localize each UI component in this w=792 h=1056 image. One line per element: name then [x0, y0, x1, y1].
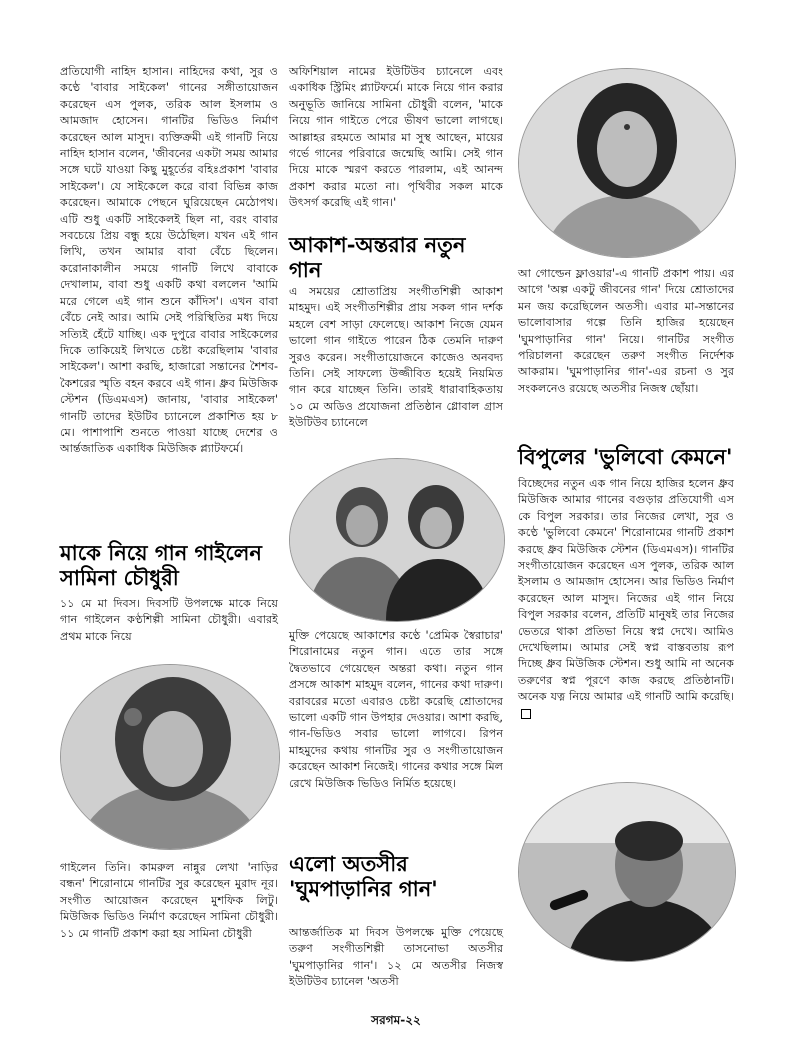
paragraph-nahid: প্রতিযোগী নাহিদ হাসান। নাহিদের কথা, সুর ও কণ্ঠে 'বাবার সাইকেল' গানের সঙ্গীতায়োজন করেছেন এস পুলক, তরিক আল ইসলাম ও আমজাদ হোসেন। গানটির ভিডিও নির্মাণ করেছেন আল মাসুদ। ব্যক্তিক্রমী এই গানটি নিয়ে নাহিদ হাসান বলেন, 'জীবনের একটা সময় আমার সঙ্গে ঘটে যাওয়া কিছু মুহূর্তের বহিঃপ্রকাশ 'বাবার সাইকেল'। যে সাইকেলে করে বাবা বিভিন্ন কাজ করেছেন। আমাকে পেছনে ঘুরিয়েছেন মেঠোপথ। এটি শুধু একটি সাইকেলই ছিল না, বরং বাবার সবচেয়ে প্রিয় বন্ধু হয়ে উঠেছিল। যখন এই গান লিখি, তখন আমার বাবা বেঁচে ছিলেন। করোনাকালীন সময়ে গানটি লিখে বাবাকে দেখালাম, বাবা শুধু একটি কথা বললেন 'আমি মরে গেলে এই গান শুনে কাঁদিস'। এখন বাবা বেঁচে নেই আর। আমি সেই পরিস্থিতির মধ্য দিয়ে সত্যিই হেঁটে যাচ্ছি। এক দুপুরে বাবার সাইকেলের দিকে তাকিয়েই লিখতে চেষ্টা করেছিলাম 'বাবার সাইকেল'। আশা করছি, হাজারো সন্তানের শৈশব-কৈশরের স্মৃতি বহন করবে এই গান। ধ্রুব মিউজিক স্টেশন (ডিএমএস) জানায়, 'বাবার সাইকেল' গানটি তাদের ইউটিব চ্যানেলে প্রকাশিত হয় ৮ মে। পাশাপাশি শুনতে পাওয়া যাচ্ছে দেশের ও আর্ন্তজাতিক একাধিক মিউজিক প্ল্যাটফর্মে।: [60, 65, 278, 456]
paragraph-biplob-text: বিচ্ছেদের নতুন এক গান নিয়ে হাজির হলেন ধ্রুব মিউজিক আমার গানের বগুড়ার প্রতিযোগী এস কে বিপুল সরকার। তার নিজের লেখা, সুর ও কণ্ঠে 'ভুলিবো কেমনে' শিরোনামের গানটি প্রকাশ করছে ধ্রুব মিউজিক স্টেশন (ডিএমএস)। গানটির সংগীতায়োজন করেছেন এস পুলক, তরিক আল ইসলাম ও আমজাদ হোসেন। আর ভিডিও নির্মাণ করেছেন আল মাসুদ। নিজের এই গান নিয়ে বিপুল সরকার বলেন, প্রতিটি মানুষই তার নিজের ভেতরে থাকা প্রতিভা নিয়ে স্বপ্ন দেখে। আমিও দেখেছিলাম। আমার সেই স্বপ্ন বাস্তবতায় রূপ দিচ্ছে ধ্রুব মিউজিক স্টেশন। শুধু আমি না অনেক তরুণের স্বপ্ন পূরণে কাজ করছে প্রতিষ্ঠানটি। অনেক যত্ন নিয়ে আমার এই গানটি আমি করেছি।: [518, 477, 734, 704]
paragraph-akash-cont: মুক্তি পেয়েছে আকাশের কণ্ঠে 'প্রেমিক স্বৈরাচার' শিরোনামের নতুন গান। এতে তার সঙ্গে দ্বৈতভাবে গেয়েছেন অন্তরা কথা। নতুন গান প্রসঙ্গে আকাশ মাহমুদ বলেন, গানের কথা দারুণ। বরাবরের মতো এবারও চেষ্টা করেছি শ্রোতাদের ভালো একটি গান উপহার দেওয়ার। আশা করছি, গান-ভিডিও সবার ভালো লাগবে। রিপন মাহমুদের কথায় গানটির সুর ও সংগীতায়োজন করেছেন আকাশ নিজেই। গানের কথার সঙ্গে মিল রেখে মিউজিক ভিডিও নির্মিত হয়েছে।: [289, 629, 503, 790]
headline-biplob: বিপুলের 'ভুলিবো কেমনে': [518, 444, 733, 469]
end-mark-icon: [521, 709, 531, 719]
portrait-woman-illustration: [519, 69, 735, 257]
article-samina-quote: [289, 64, 503, 212]
photo-samina-chowdhury: [60, 664, 280, 850]
article-samina-cont: [60, 860, 278, 942]
paragraph-samina-quote: অফিশিয়াল নামের ইউটিউব চ্যানেলে এবং একাধিক স্ট্রিমিং প্ল্যাটফর্মে। মাকে নিয়ে গান করার অনুভূতি জানিয়ে সামিনা চৌধুরী বলেন, 'মাকে নিয়ে গান গাইতে পেরে ভীষণ ভালো লাগছে। আল্লাহর রহমতে আমার মা সুস্থ আছেন, মায়ের গর্ভে গানের পরিবারে জন্মেছি আমি। সেই গান দিয়ে মাকে স্মরণ করতে পারলাম, এই আনন্দ প্রকাশ করার মতো না। পৃথিবীর সকল মাকে উৎসর্গ করেছি এই গান।': [289, 65, 503, 210]
portrait-woman-illustration: [61, 665, 279, 849]
paragraph-biplob: [518, 476, 734, 722]
photo-biplob-sarkar: [518, 782, 736, 962]
article-akash-cont: [289, 628, 503, 792]
headline-akash: আকাশ-অন্তরার নতুন গান: [289, 232, 466, 282]
article-biplob: [518, 476, 734, 722]
photo-akash-antora: [289, 458, 505, 622]
portrait-man-microphone-illustration: [519, 783, 735, 961]
article-nahid-continued: [60, 64, 278, 458]
headline-samina: মাকে নিয়ে গান গাইলেন সামিনা চৌধুরী: [60, 540, 262, 590]
photo-otosi: [518, 68, 736, 258]
paragraph-otosi-cont: আ গোল্ডেন ফ্লাওয়ার'-এ গানটি প্রকাশ পায়। এর আগে 'অল্প একটু জীবনের গান' দিয়ে শ্রোতাদের মন জয় করেছিলেন অতসী। এবার মা-সন্তানের ভালোবাসার গল্পে তিনি হাজির হয়েছেন 'ঘুমপাড়ানির গান' নিয়ে। গানটির সংগীত পরিচালনা করেছেন তরুণ সংগীত নির্দেশক আকরাম। 'ঘুমপাড়ানির গান'-এর রচনা ও সুর সংকলনেও রয়েছে অতসীর নিজস্ব ছোঁয়া।: [518, 267, 734, 395]
portrait-duo-illustration: [290, 459, 504, 621]
page-number: সরগম-২২: [371, 1013, 421, 1027]
article-otosi-intro: [289, 925, 503, 991]
article-akash-intro: [289, 284, 503, 432]
paragraph-samina-cont: গাইলেন তিনি। কামরুল নান্নুর লেখা 'নাড়ির বন্ধন' শিরোনামে গানটির সুর করেছেন মুরাদ নূর। সংগীত আয়োজন করেছেন মুশফিক লিটু। মিউজিক ভিডিও নির্মাণ করেছেন সামিনা চৌধুরী। ১১ মে গানটি প্রকাশ করা হয় সামিনা চৌধুরী: [60, 861, 278, 940]
paragraph-akash-intro: এ সময়ের শ্রোতাপ্রিয় সংগীতশিল্পী আকাশ মাহমুদ। এই সংগীতশিল্পীর প্রায় সকল গান দর্শক মহলে বেশ সাড়া ফেলেছে। আকাশ নিজে যেমন ভালো গান গাইতে পারেন ঠিক তেমনি দারুণ সুরও করেন। সংগীতায়োজনে কাজেও অনবদ্য তিনি। সেই সাফল্যে উজ্জীবিত হয়েই নিয়মিত গান করে যাচ্ছেন তিনি। তারই ধারাবাহিকতায় ১০ মে অডিও প্রযোজনা প্রতিষ্ঠান গ্লোবাল গ্রাস ইউটিউব চ্যানেলে: [289, 285, 503, 430]
article-samina-intro: [60, 596, 278, 645]
headline-otosi: এলো অতসীর 'ঘুমপাড়ানির গান': [289, 851, 438, 901]
article-otosi-cont: [518, 266, 734, 397]
paragraph-otosi-intro: আন্তর্জাতিক মা দিবস উপলক্ষে মুক্তি পেয়েছে তরুণ সংগীতশিল্পী তাসনোভা অতসীর 'ঘুমপাড়ানির গান'। ১২ মে অতসীর নিজস্ব ইউটিউব চ্যানেল 'অতসী: [289, 926, 503, 989]
paragraph-samina-intro: ১১ মে মা দিবস। দিবসটি উপলক্ষে মাকে নিয়ে গান গাইলেন কণ্ঠশিল্পী সামিনা চৌধুরী। এবারই প্রথম মাকে নিয়ে: [60, 597, 278, 643]
